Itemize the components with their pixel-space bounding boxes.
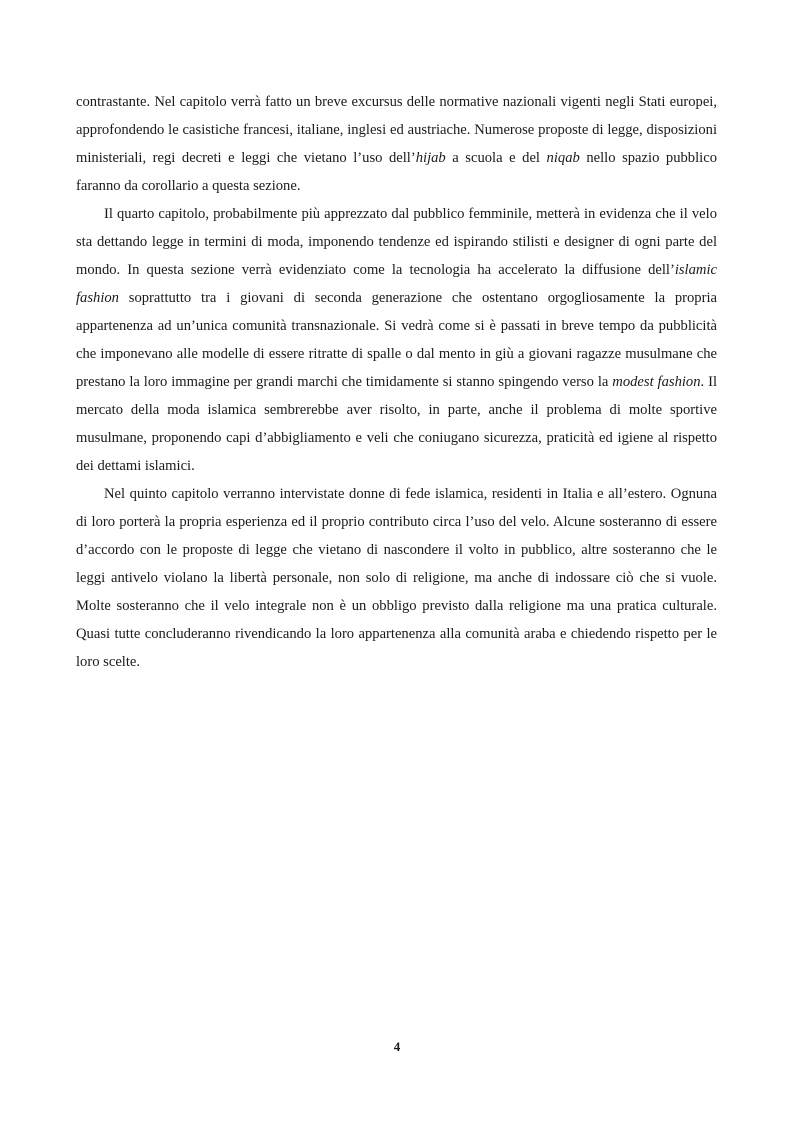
paragraph-3: [76, 480, 717, 676]
italic-term: modest fashion: [612, 374, 701, 390]
text-run: contrastante. Nel capitolo verrà fatto un breve excursus delle normative nazionali vigenti negli Stati europei, approfondendo le casistiche francesi, italiane, inglesi ed austriache. Numerose proposte di legge, disposizioni ministeriali, regi decreti e leggi che vietano l’uso dell’: [76, 94, 717, 166]
text-run: . Il mercato della moda islamica sembrerebbe aver risolto, in parte, anche il problema di molte sportive musulmane, proponendo capi d’abbigliamento e veli che coniugano sicurezza, praticità ed igiene al rispetto dei dettami islamici.: [76, 374, 718, 474]
body-text: [76, 88, 717, 676]
italic-term: niqab: [546, 150, 580, 166]
page-number: 4: [393, 1039, 401, 1054]
text-run: a scuola e del: [445, 150, 547, 166]
paragraph-2: [76, 200, 717, 480]
italic-term: hijab: [415, 150, 446, 166]
text-run: nello spazio pubblico faranno da corollario a questa sezione.: [76, 150, 717, 194]
italic-term: islamic fashion: [76, 262, 717, 306]
text-run: Nel quinto capitolo verranno intervistate donne di fede islamica, residenti in Italia e all’estero. Ognuna di loro porterà la propria esperienza ed il proprio contributo circa l’uso del velo. Alcune sosteranno di essere d’accordo con le proposte di legge che vietano di nascondere il volto in pubblico, altre sosteranno che le leggi antivelo violano la libertà personale, non solo di religione, ma anche di indossare ciò che si vuole. Molte sosteranno che il velo integrale non è un obbligo previsto dalla religione ma una pratica culturale. Quasi tutte concluderanno rivendicando la loro appartenenza alla comunità araba e chiedendo rispetto per le loro scelte.: [76, 486, 717, 670]
text-run: soprattutto tra i giovani di seconda generazione che ostentano orgogliosamente la propria appartenenza ad un’unica comunità transnazionale. Si vedrà come si è passati in breve tempo da pubblicità che imponevano alle modelle di essere ritratte di spalle o dal mento in giù a giovani ragazze musulmane che prestano la loro immagine per grandi marchi che timidamente si stanno spingendo verso la: [76, 290, 717, 390]
paragraph-1: [76, 88, 717, 200]
text-run: Il quarto capitolo, probabilmente più apprezzato dal pubblico femminile, metterà in evidenza che il velo sta dettando legge in termini di moda, imponendo tendenze ed ispirando stilisti e designer di ogni parte del mondo. In questa sezione verrà evidenziato come la tecnologia ha accelerato la diffusione dell’: [76, 206, 717, 278]
